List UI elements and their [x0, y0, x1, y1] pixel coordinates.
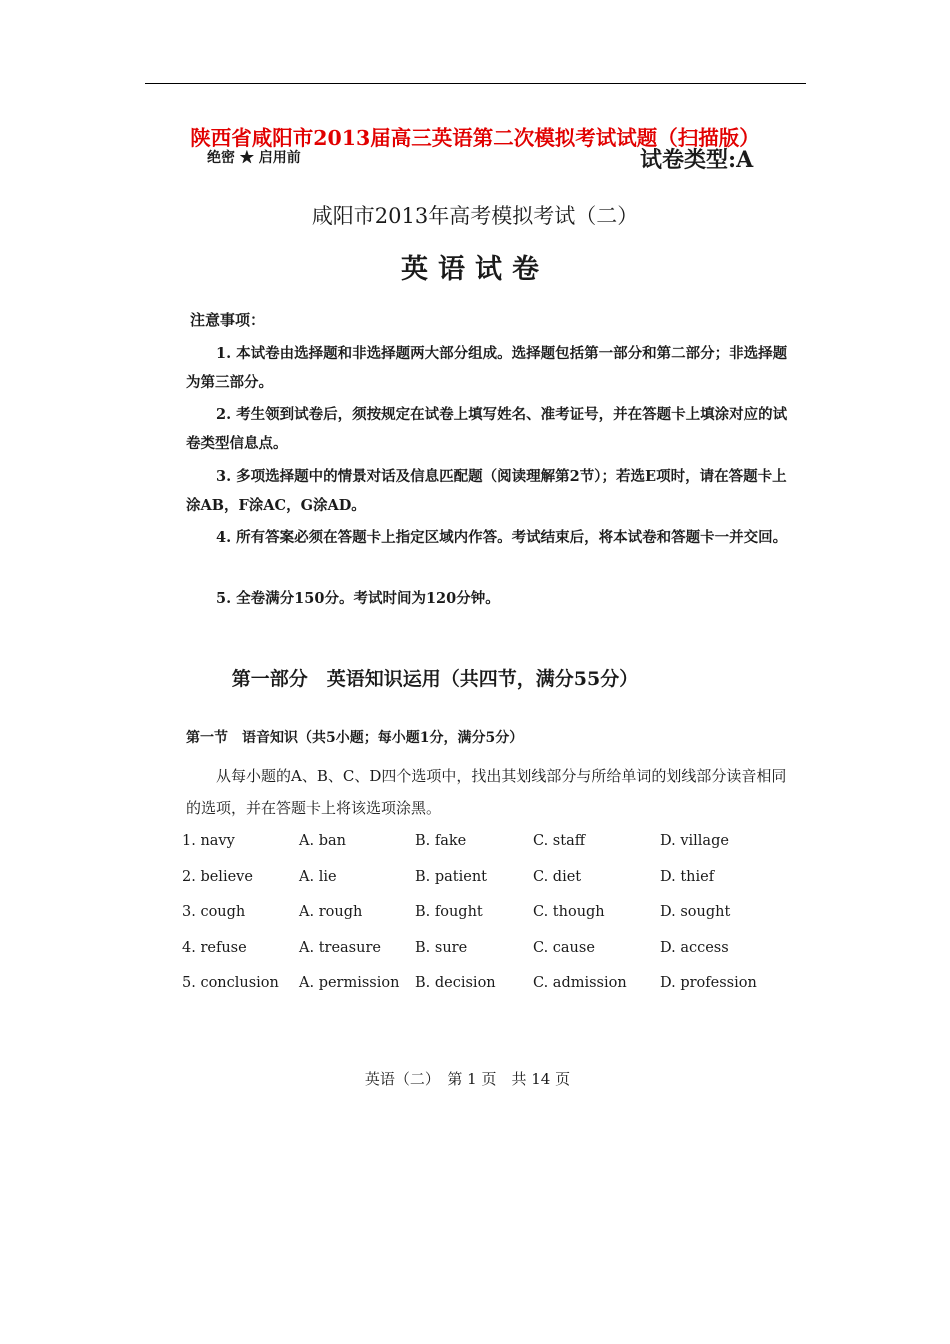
option-d: D. village [660, 833, 729, 849]
question-list [182, 833, 802, 1011]
option-d: D. access [660, 939, 729, 956]
confidential-label: 绝密 ★ 启用前 [207, 150, 301, 166]
option-c: C. though [533, 904, 605, 920]
section-instruction: 从每小题的A、B、C、D四个选项中，找出其划线部分与所给单词的划线部分读音相同的选项，并在答题卡上将该选项涂黑。 [186, 767, 787, 817]
option-c: C. staff [533, 833, 586, 849]
top-rule [145, 83, 806, 84]
option-b: B. fake [415, 833, 467, 849]
option-b: B. sure [415, 939, 468, 956]
option-b: B. decision [415, 975, 496, 991]
option-a: A. lie [299, 868, 337, 885]
part-one-heading: 第一部分 英语知识运用（共四节，满分55分） [231, 668, 639, 690]
option-c: C. diet [533, 868, 582, 885]
option-d: D. profession [660, 975, 757, 991]
option-a: A. treasure [299, 939, 381, 956]
option-c: C. cause [533, 939, 595, 956]
note-item: 3. 多项选择题中的情景对话及信息匹配题（阅读理解第2节）；若选E项时，请在答题卡上涂AB，F涂AC，G涂AD。 [186, 468, 787, 514]
document-title: 陕西省咸阳市2013届高三英语第二次模拟考试试题（扫描版） [190, 126, 760, 150]
question-row [182, 833, 802, 869]
exam-name: 咸阳市2013年高考模拟考试（二） [311, 204, 639, 228]
paper-title: 英语试卷 [401, 254, 549, 285]
option-a: A. ban [299, 833, 346, 849]
question-stem: 1. navy [182, 833, 235, 849]
question-stem: 5. conclusion [182, 975, 279, 991]
option-c: C. admission [533, 975, 627, 991]
paper-type-label: 试卷类型:A [640, 147, 754, 173]
option-b: B. patient [415, 868, 488, 885]
note-item: 1. 本试卷由选择题和非选择题两大部分组成。选择题包括第一部分和第二部分；非选择题为第三部分。 [186, 345, 788, 391]
section-one-heading: 第一节 语音知识（共5小题；每小题1分，满分5分） [186, 730, 524, 746]
option-d: D. thief [660, 868, 715, 885]
note-item: 2. 考生领到试卷后，须按规定在试卷上填写姓名、准考证号，并在答题卡上填涂对应的试卷类型信息点。 [186, 406, 788, 452]
question-row [182, 904, 802, 940]
question-row [182, 869, 802, 905]
option-a: A. permission [299, 975, 400, 991]
page-footer: 英语（二） 第 1 页 共 14 页 [364, 1070, 571, 1088]
option-a: A. rough [299, 904, 363, 920]
question-stem: 2. believe [182, 868, 253, 885]
question-row [182, 975, 802, 1011]
note-item: 5. 全卷满分150分。考试时间为120分钟。 [216, 590, 500, 607]
question-row [182, 940, 802, 976]
notes-heading: 注意事项： [190, 311, 266, 329]
question-stem: 3. cough [182, 904, 246, 920]
note-item: 4. 所有答案必须在答题卡上指定区域内作答。考试结束后，将本试卷和答题卡一并交回。 [216, 529, 788, 546]
question-stem: 4. refuse [182, 939, 247, 956]
option-b: B. fought [415, 904, 483, 920]
option-d: D. sought [660, 904, 731, 920]
